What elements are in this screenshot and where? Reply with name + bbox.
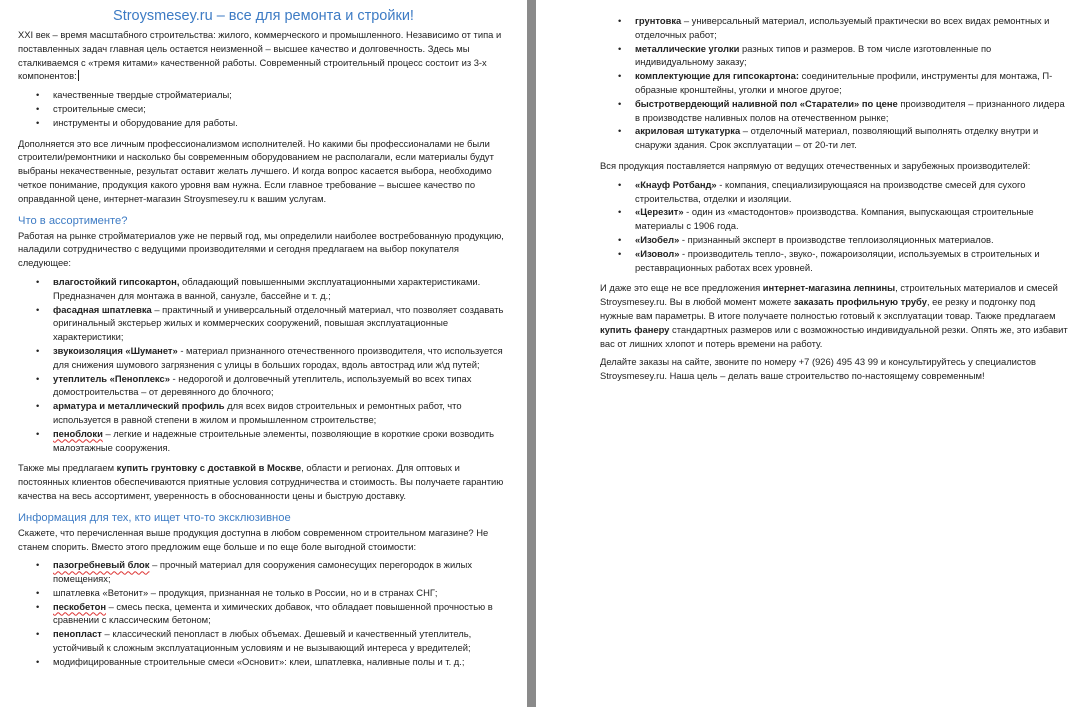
list-item: • «Изобел» - признанный эксперт в производстве теплоизоляционных материалов.	[635, 233, 1069, 247]
list-item: • «Изовол» - производитель тепло-, звуко-, пожароизоляции, используемых в строительных и реставрационных работах всех уровней.	[635, 247, 1069, 275]
exclusive-list	[18, 558, 509, 668]
page-gutter	[527, 0, 536, 707]
link-buy-plywood[interactable]: купить фанеру	[600, 323, 670, 335]
list-item: • пескобетон – смесь песка, цемента и химических добавок, что обладает повышенной прочностью в сравнении с классическим бетоном;	[53, 600, 509, 628]
components-list	[18, 88, 509, 129]
list-item: • модифицированные строительные смеси «Основит»: клеи, шпатлевка, наливные полы и т. д.;	[53, 655, 509, 669]
paragraph: Скажете, что перечисленная выше продукция доступна в любом современном строительном магазине? Не станем спорить. Вместо этого предложим еще больше и по еще боле выгодной стоимости:	[18, 526, 489, 552]
document-title: Stroysmesey.ru – все для ремонта и стройки!	[113, 8, 414, 24]
list-item: • арматура и металлический профиль для всех видов строительных и ремонтных работ, что используется в равной степени в жилом и промышленном строительстве;	[53, 399, 509, 427]
text-cursor	[78, 70, 79, 81]
document-page-right[interactable]	[536, 0, 1089, 707]
paragraph: И даже это еще не все предложения интернет-магазина лепнины, строительных материалов и смесей Stroysmesey.ru. Вы в любой момент можете заказать профильную трубу, ее резку и подгонку под нужные вам параметры. В итоге получаете полностью готовый к эксплуатации товар. Также предлагаем купить фанеру стандартных размеров или с возможностью индивидуальной резки. Опять же, это избавит вас от лишних хлопот и потерь времени на работу.	[600, 282, 1068, 349]
heading-exclusive: Информация для тех, кто ищет что-то эксклюзивное	[18, 511, 291, 524]
list-item: • металлические уголки разных типов и размеров. В том числе изготовленные по индивидуальному заказу;	[635, 42, 1069, 70]
list-item: • влагостойкий гипсокартон, обладающий повышенными эксплуатационными характеристиками. Предназначен для монтажа в ванной, санузле, бассейне и т. д.;	[53, 275, 509, 303]
list-item: • строительные смеси;	[53, 102, 509, 116]
list-item: • «Церезит» - один из «мастодонтов» производства. Компания, выпускающая строительные материалы с 1906 года.	[635, 205, 1069, 233]
paragraph: Работая на рынке стройматериалов уже не первый год, мы определили наиболее востребованную продукцию, наладили сотрудничество с ведущими производителями и сегодня предлагаем на выбор покупателя следующее:	[18, 229, 504, 269]
continued-list	[600, 14, 1069, 152]
manufacturers-list	[600, 178, 1069, 275]
list-item: • акриловая штукатурка – отделочный материал, позволяющий выполнять отделку внутри и снаружи здания. Срок эксплуатации – от 20-ти лет.	[635, 124, 1069, 152]
list-item: • качественные твердые стройматериалы;	[53, 88, 509, 102]
list-item: • грунтовка – универсальный материал, используемый практически во всех видах ремонтных и отделочных работ;	[635, 14, 1069, 42]
paragraph: Вся продукция поставляется напрямую от ведущих отечественных и зарубежных производителей:	[600, 159, 1031, 171]
list-item: • пенопласт – классический пенопласт в любых объемах. Дешевый и качественный утеплитель, устойчивый к сложным эксплуатационным условиям и не вызывающий интереса у вредителей;	[53, 627, 509, 655]
list-item: • быстротвердеющий наливной пол «Старатели» по цене производителя – признанного лидера в производстве наливных полов на отечественном рынке;	[635, 97, 1069, 125]
list-item: • шпатлевка «Ветонит» – продукция, признанная не только в России, но и в странах СНГ;	[53, 586, 509, 600]
intro-paragraph[interactable]: XXI век – время масштабного строительства: жилого, коммерческого и промышленного. Независимо от типа и поставленных задач главная цель остается неизменной – высшее качество и долговечность. Здесь мы сталкиваемся с «тремя китами» качественной работы. Современный строительный процесс состоит из 3-х компонентов:	[18, 29, 502, 82]
closing-paragraph: Делайте заказы на сайте, звоните по номеру +7 (926) 495 43 99 и консультируйтесь у специалистов Stroysmesey.ru. Наша цель – делать ваше строительство по-настоящему современным!	[600, 356, 1036, 382]
document-page-left[interactable]	[0, 0, 527, 707]
list-item: • пеноблоки – легкие и надежные строительные элементы, позволяющие в короткие сроки возводить малоэтажные сооружения.	[53, 427, 509, 455]
paragraph: Дополняется это все личным профессионализмом исполнителей. Но какими бы профессионалами не были строители/ремонтники и насколько бы современным оборудованием не располагали, если материалы будут выбраны некачественные, результат оставит желать лучшего. И когда вопрос касается выбора, необходимо четкое понимание, продукция какого уровня вам нужна. Если главное требование – высшее качество по оправданной цене, интернет-магазин Stroysmesey.ru к вашим услугам.	[18, 137, 494, 204]
list-item: • утеплитель «Пеноплекс» - недорогой и долговечный утеплитель, используемый во всех типах домостроительства – от деревянного до блочного;	[53, 372, 509, 400]
link-order-pipe[interactable]: заказать профильную трубу	[793, 296, 927, 308]
link-buy-primer[interactable]: купить грунтовку с доставкой в Москве	[116, 462, 302, 474]
list-item: • «Кнауф Ротбанд» - компания, специализирующаяся на производстве смесей для сухого строительства, отделки и изоляции.	[635, 178, 1069, 206]
assortment-list	[18, 275, 509, 454]
list-item: • комплектующие для гипсокартона: соединительные профили, инструменты для монтажа, П-образные кронштейны, уголки и многое другое;	[635, 69, 1069, 97]
paragraph: Также мы предлагаем купить грунтовку с доставкой в Москве, области и регионах. Для оптовых и постоянных клиентов обеспечиваются приятные условия сотрудничества и стоимость. Вы получаете гарантию качества на весь ассортимент, уверенность в обоснованности цены и быструю доставку.	[18, 462, 504, 501]
heading-assortment: Что в ассортименте?	[18, 214, 128, 227]
list-item: • фасадная шпатлевка – практичный и универсальный отделочный материал, что позволяет создавать оригинальный экстерьер жилых и коммерческих сооружений, повышая эксплуатационные характеристики;	[53, 303, 509, 344]
list-item: • пазогребневый блок – прочный материал для сооружения самонесущих перегородок в жилых помещениях;	[53, 558, 509, 586]
link-molding-store[interactable]: интернет-магазина лепнины	[762, 282, 896, 294]
list-item: • звукоизоляция «Шуманет» - материал признанного отечественного производителя, что используется для снижения шумового загрязнения с улицы в больших городах, вдоль автострад или ж\д путей;	[53, 344, 509, 372]
list-item: • инструменты и оборудование для работы.	[53, 116, 509, 130]
